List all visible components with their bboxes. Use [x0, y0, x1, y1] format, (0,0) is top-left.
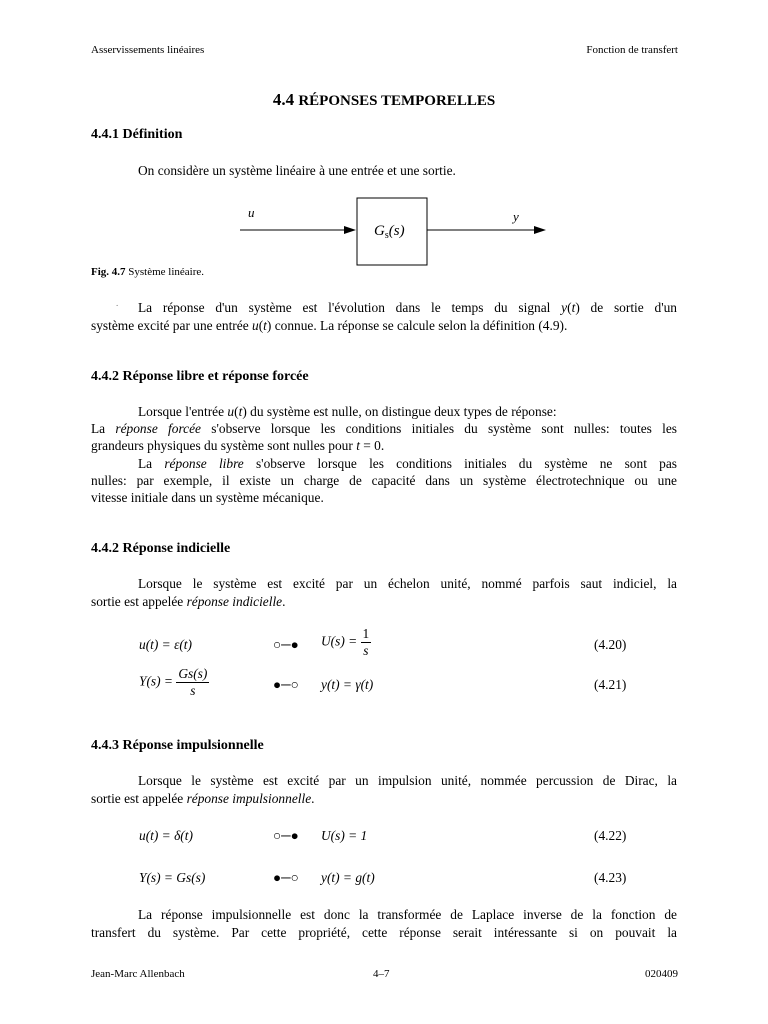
- term: réponse indicielle: [186, 594, 283, 609]
- math-var: t: [263, 318, 267, 333]
- block-label-sub: s: [384, 230, 389, 241]
- numerator: Gs(s): [178, 666, 208, 681]
- stray-dot: .: [116, 298, 119, 308]
- math-var: y: [561, 300, 568, 315]
- block-diagram: [230, 195, 560, 270]
- libre-forcee-intro: [138, 403, 557, 421]
- eq421-symbol: ●─○: [273, 677, 299, 692]
- indicielle-line2: [91, 593, 286, 611]
- text: s'observe lorsque les conditions initiales du système sont nulles: toutes les: [201, 421, 677, 436]
- math-var: t: [356, 438, 360, 453]
- math-var: u: [251, 318, 259, 333]
- math-var: t: [571, 300, 576, 315]
- footer-page-number: 4–7: [373, 968, 390, 980]
- output-arrowhead: [534, 226, 546, 234]
- math-var: t: [238, 404, 243, 419]
- reponse-forcee-line1: [91, 420, 677, 438]
- eq421-number: (4.21): [594, 677, 627, 692]
- denominator: s: [190, 683, 196, 698]
- impulsionnelle-conclusion-line1: La réponse impulsionnelle est donc la transformée de Laplace inverse de la fonction de: [138, 907, 677, 922]
- heading-442a: 4.4.2 Réponse libre et réponse forcée: [91, 369, 309, 384]
- text: La réponse d'un système est l'évolution dans le temps du signal: [138, 300, 562, 315]
- eq420-left: u(t) = ε(t): [139, 637, 192, 652]
- eq422-number: (4.22): [594, 828, 627, 843]
- text: grandeurs physiques du système sont nulles pour: [91, 438, 357, 453]
- eq421-lhs: Y(s) =: [139, 673, 173, 689]
- header-right: Fonction de transfert: [586, 44, 678, 56]
- block-label: [374, 223, 405, 241]
- footer-code: 020409: [645, 968, 678, 980]
- title-number: 4.4: [272, 90, 295, 109]
- reponse-libre-line2: nulles: par exemple, il existe un charge de capacité dans un système électrotechnique ou une: [91, 473, 677, 488]
- text: = 0.: [359, 438, 385, 453]
- output-label: y: [513, 209, 519, 224]
- header-left: Asservissements linéaires: [91, 44, 205, 56]
- title-text: RÉPONSES TEMPORELLES: [298, 93, 496, 109]
- eq420-symbol: ○─●: [273, 637, 299, 652]
- eq423-symbol: ●─○: [273, 870, 299, 885]
- eq422-right: U(s) = 1: [321, 828, 368, 843]
- text: (: [258, 318, 264, 333]
- eq422-left: u(t) = δ(t): [139, 828, 193, 843]
- eq421-fraction: [176, 666, 209, 699]
- eq420-lhs: U(s) =: [321, 633, 358, 649]
- eq420-number: (4.20): [594, 637, 627, 652]
- input-label: u: [248, 205, 255, 220]
- text: sortie est appelée: [91, 791, 187, 806]
- heading-441: 4.4.1 Définition: [91, 127, 183, 142]
- intro-441: On considère un système linéaire à une entrée et une sortie.: [138, 163, 456, 178]
- text: (: [234, 404, 239, 419]
- text: .: [311, 791, 315, 806]
- text: La: [138, 456, 165, 471]
- indicielle-line1: Lorsque le système est excité par un échelon unité, nommé parfois saut indiciel, la: [138, 576, 677, 591]
- caption-text: Système linéaire.: [128, 266, 205, 278]
- text: système excité par une entrée: [91, 318, 252, 333]
- eq423-right: y(t) = g(t): [321, 870, 375, 885]
- denominator: s: [363, 643, 369, 658]
- reponse-libre-line3: vitesse initiale dans un système mécanique.: [91, 490, 324, 505]
- input-arrowhead: [344, 226, 356, 234]
- impulsionnelle-conclusion-line2: transfert du système. Par cette propriété, cette réponse serait intéressante si on pouvait la: [91, 925, 677, 940]
- term: réponse libre: [164, 456, 244, 471]
- eq422-symbol: ○─●: [273, 828, 299, 843]
- heading-443: 4.4.3 Réponse impulsionnelle: [91, 738, 264, 753]
- numerator: 1: [362, 626, 370, 641]
- caption-label: Fig. 4.7: [91, 266, 126, 278]
- term: réponse forcée: [115, 421, 202, 436]
- block-label-arg: (s): [388, 223, 405, 239]
- math-var: u: [227, 404, 235, 419]
- text: ) connue. La réponse se calcule selon la définition (4.9).: [266, 318, 568, 333]
- page-title: [0, 90, 768, 110]
- figure-caption: [91, 266, 204, 278]
- term: réponse impulsionnelle: [186, 791, 312, 806]
- impulsionnelle-line1: Lorsque le système est excité par un impulsion unité, nommée percussion de Dirac, la: [138, 773, 677, 788]
- reponse-forcee-line2: [91, 437, 384, 455]
- definition-paragraph-2: [91, 317, 567, 335]
- eq423-left: Y(s) = Gs(s): [139, 870, 206, 885]
- text: Lorsque l'entrée: [138, 404, 228, 419]
- eq421-left: [139, 666, 209, 699]
- eq421-right: y(t) = γ(t): [321, 677, 374, 692]
- text: ) du système est nulle, on distingue deux types de réponse:: [242, 404, 557, 419]
- text: ) de sortie d'un: [575, 300, 678, 315]
- text: (: [567, 300, 572, 315]
- footer-author: Jean-Marc Allenbach: [91, 968, 185, 980]
- heading-442b: 4.4.2 Réponse indicielle: [91, 541, 231, 556]
- eq420-fraction: [361, 626, 372, 659]
- eq423-number: (4.23): [594, 870, 627, 885]
- text: sortie est appelée: [91, 594, 187, 609]
- block-label-main: G: [374, 223, 385, 239]
- eq420-right: [321, 626, 371, 659]
- impulsionnelle-line2: [91, 790, 315, 808]
- reponse-libre-line1: [91, 455, 677, 473]
- text: La: [91, 421, 116, 436]
- text: .: [282, 594, 286, 609]
- text: s'observe lorsque les conditions initiales du système ne sont pas: [243, 456, 677, 471]
